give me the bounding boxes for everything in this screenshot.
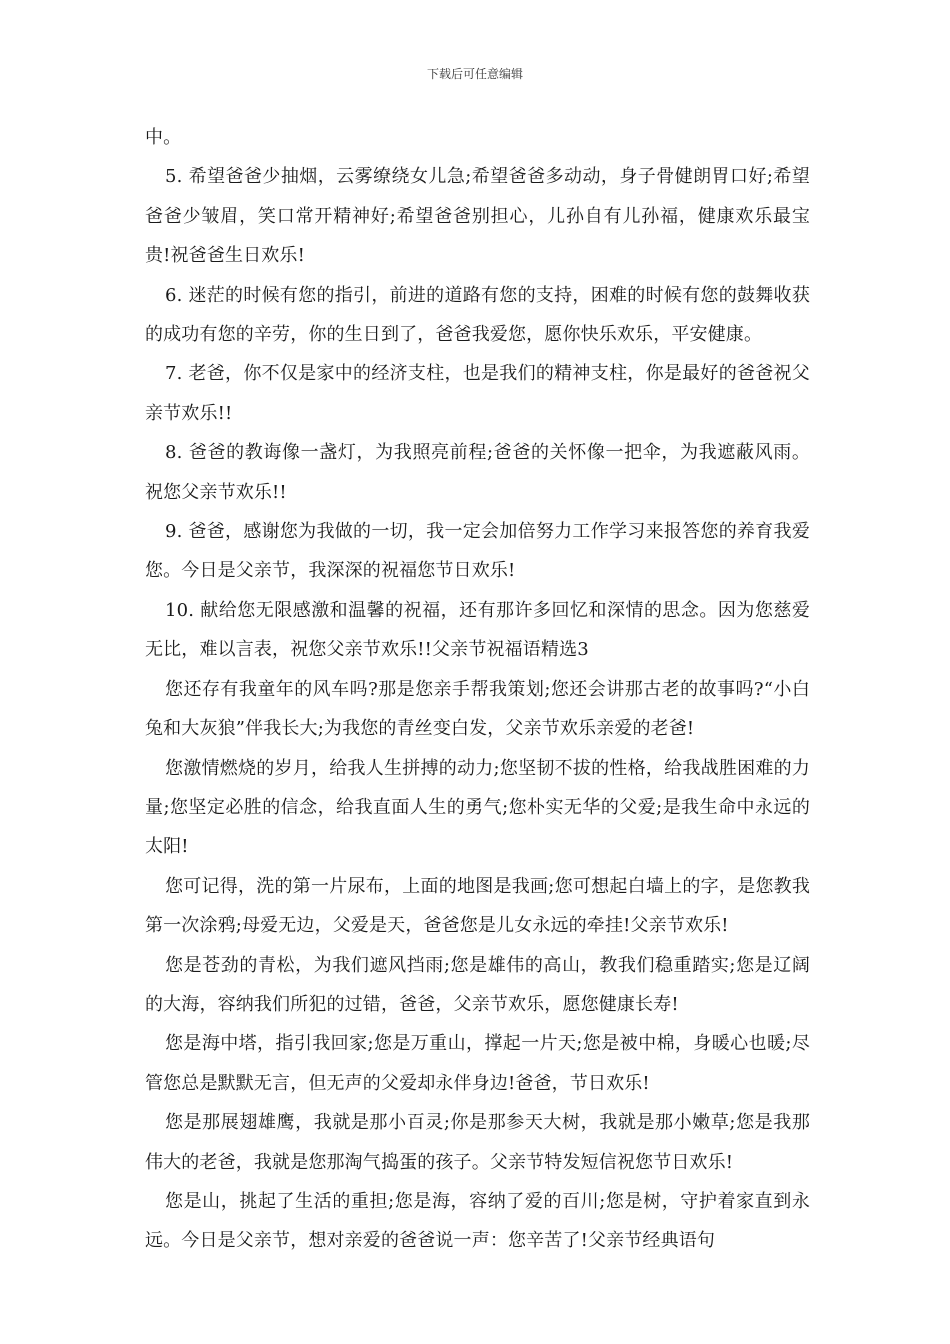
paragraph-pine: 您是苍劲的青松，为我们遮风挡雨;您是雄伟的高山，教我们稳重踏实;您是辽阔的大海，容纳我们所犯的过错，爸爸，父亲节欢乐，愿您健康长寿! [145, 954, 810, 1015]
document-body [145, 118, 810, 1261]
page-header-note: 下载后可任意编辑 [426, 67, 523, 81]
paragraph-passion: 您激情燃烧的岁月，给我人生拼搏的动力;您坚韧不拔的性格，给我战胜困难的力量;您坚定必胜的信念，给我直面人生的勇气;您朴实无华的父爱;是我生命中永远的太阳! [145, 757, 810, 858]
paragraph-item-9: 9. 爸爸，感谢您为我做的一切，我一定会加倍努力工作学习来报答您的养育我爱您。今日是父亲节，我深深的祝福您节日欢乐! [145, 521, 810, 582]
paragraph-item-8: 8. 爸爸的教诲像一盏灯，为我照亮前程;爸爸的关怀像一把伞，为我遮蔽风雨。祝您父亲节欢乐!! [145, 442, 810, 503]
paragraph-item-6: 6. 迷茫的时候有您的指引，前进的道路有您的支持，困难的时候有您的鼓舞收获的成功有您的辛劳，你的生日到了，爸爸我爱您，愿你快乐欢乐，平安健康。 [145, 284, 810, 346]
paragraph-item-10: 10. 献给您无限感激和温馨的祝福，还有那许多回忆和深情的思念。因为您慈爱无比，难以言表，祝您父亲节欢乐!!父亲节祝福语精选3 [145, 599, 810, 661]
paragraph-mountain: 您是山，挑起了生活的重担;您是海，容纳了爱的百川;您是树，守护着家直到永远。今日是父亲节，想对亲爱的爸爸说一声：您辛苦了!父亲节经典语句 [145, 1190, 810, 1252]
paragraph-item-7: 7. 老爸，你不仅是家中的经济支柱，也是我们的精神支柱，你是最好的爸爸祝父亲节欢乐!! [145, 363, 810, 424]
paragraph-continuation: 中。 [145, 127, 182, 148]
paragraph-eagle: 您是那展翅雄鹰，我就是那小百灵;你是那参天大树，我就是那小嫩草;您是我那伟大的老爸，我就是您那淘气捣蛋的孩子。父亲节特发短信祝您节日欢乐! [145, 1112, 810, 1173]
paragraph-windmill: 您还存有我童年的风车吗?那是您亲手帮我策划;您还会讲那古老的故事吗?“小白兔和大灰狼”伴我长大;为我您的青丝变白发，父亲节欢乐亲爱的老爸! [145, 678, 810, 740]
paragraph-remember: 您可记得，洗的第一片尿布，上面的地图是我画;您可想起白墙上的字，是您教我第一次涂鸦;母爱无边，父爱是天，爸爸您是儿女永远的牵挂!父亲节欢乐! [145, 875, 810, 937]
paragraph-tower: 您是海中塔，指引我回家;您是万重山，撑起一片天;您是被中棉，身暖心也暖;尽管您总是默默无言，但无声的父爱却永伴身边!爸爸，节日欢乐! [145, 1033, 810, 1094]
paragraph-item-5: 5. 希望爸爸少抽烟，云雾缭绕女儿急;希望爸爸多动动，身子骨健朗胃口好;希望爸爸少皱眉，笑口常开精神好;希望爸爸别担心，儿孙自有儿孙福，健康欢乐最宝贵!祝爸爸生日欢乐! [145, 166, 810, 267]
